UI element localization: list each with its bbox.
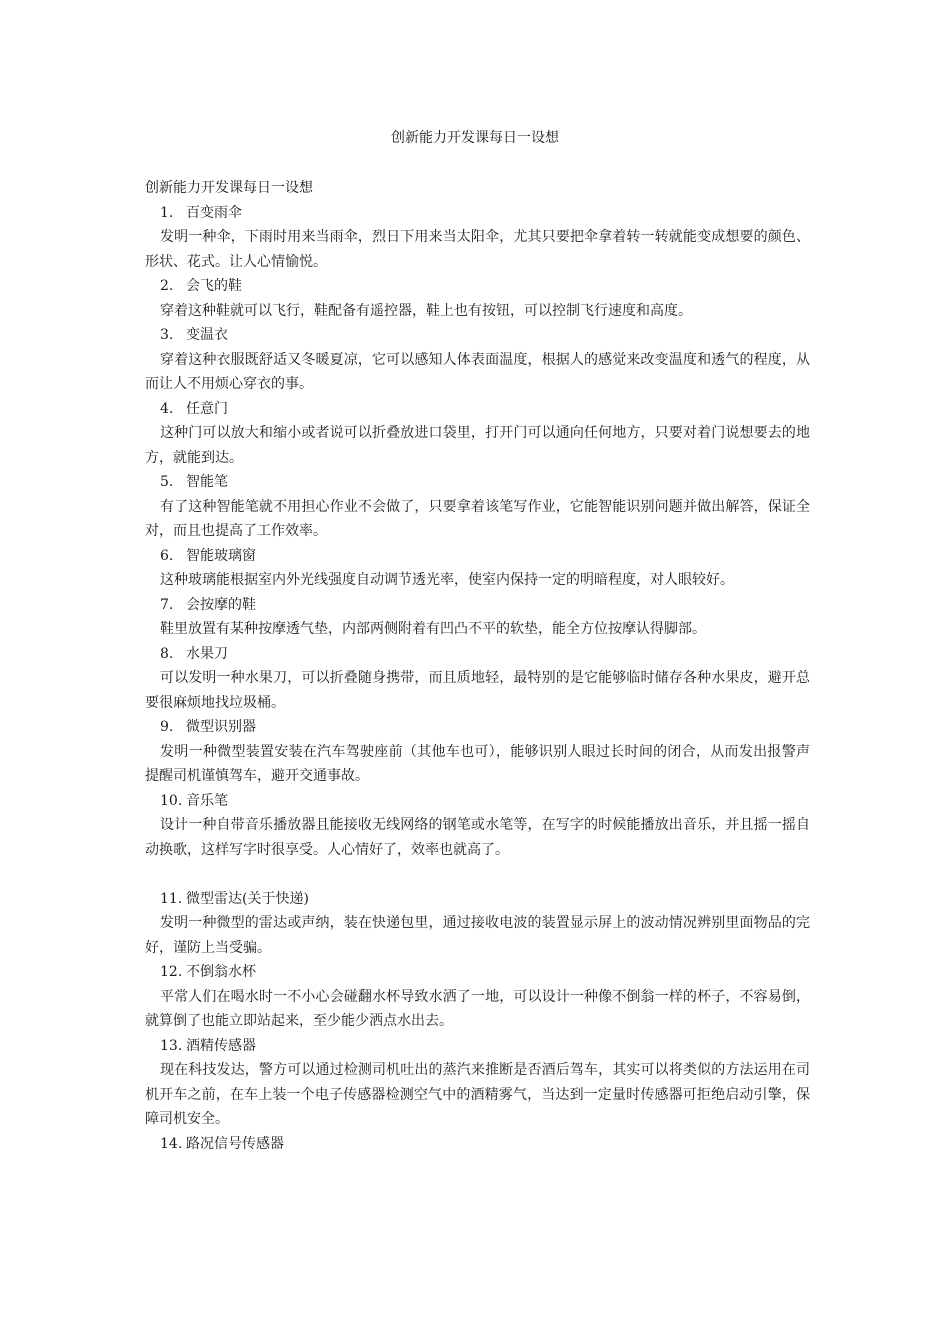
document-title: 创新能力开发课每日一设想 (391, 130, 559, 146)
idea-description: 发明一种伞，下雨时用来当雨伞，烈日下用来当太阳伞，尤其只要把伞拿着转一转就能变成想要的颜色、形状、花式。让人心情愉悦。 (145, 229, 810, 270)
idea-title: 任意门 (186, 400, 228, 417)
idea-item (145, 715, 810, 789)
idea-number: 5. (160, 474, 174, 490)
idea-title: 变温衣 (186, 327, 228, 343)
idea-item (145, 960, 810, 1034)
idea-description: 设计一种自带音乐播放器且能接收无线网络的钢笔或水笔等，在写字的时候能播放出音乐，并且摇一摇自动换歌，这样写字时很享受。人心情好了，效率也就高了。 (145, 817, 810, 858)
idea-title: 百变雨伞 (186, 204, 242, 221)
idea-heading (145, 201, 810, 226)
document-body (145, 176, 810, 1156)
idea-item (145, 1034, 810, 1132)
idea-list (145, 201, 810, 1157)
idea-number: 3. (160, 327, 174, 343)
idea-description: 有了这种智能笔就不用担心作业不会做了，只要拿着该笔写作业，它能智能识别问题并做出解答，保证全对，而且也提高了工作效率。 (145, 498, 810, 539)
section-spacer (145, 862, 810, 887)
idea-heading (145, 789, 810, 814)
idea-description: 发明一种微型装置安装在汽车驾驶座前（其他车也可），能够识别人眼过长时间的闭合，从而发出报警声提醒司机谨慎驾车，避开交通事故。 (145, 743, 810, 784)
idea-description: 鞋里放置有某种按摩透气垫，内部两侧附着有凹凸不平的软垫，能全方位按摩认得脚部。 (160, 621, 706, 637)
idea-item (145, 397, 810, 471)
document-subtitle: 创新能力开发课每日一设想 (145, 180, 313, 196)
idea-description: 这种玻璃能根据室内外光线强度自动调节透光率，使室内保持一定的明暗程度，对人眼较好。 (160, 572, 734, 588)
idea-number: 4. (160, 400, 174, 417)
idea-number: 1. (160, 204, 174, 221)
idea-title: 不倒翁水杯 (186, 964, 256, 980)
idea-heading (145, 544, 810, 569)
idea-item (145, 789, 810, 863)
idea-description: 这种门可以放大和缩小或者说可以折叠放进口袋里，打开门可以通向任何地方，只要对着门说想要去的地方，就能到达。 (145, 425, 810, 466)
idea-item (145, 544, 810, 593)
idea-description: 平常人们在喝水时一不小心会碰翻水杯导致水洒了一地，可以设计一种像不倒翁一样的杯子，不容易倒，就算倒了也能立即站起来，至少能少洒点水出去。 (145, 988, 810, 1029)
idea-number: 9. (160, 719, 174, 735)
idea-number: 2. (160, 278, 174, 294)
idea-heading (145, 397, 810, 422)
idea-number: 13. (160, 1037, 183, 1054)
idea-item (145, 201, 810, 275)
idea-number: 11. (160, 890, 183, 907)
idea-description: 发明一种微型的雷达或声纳，装在快递包里，通过接收电波的装置显示屏上的波动情况辨别里面物品的完好，谨防上当受骗。 (145, 915, 810, 956)
idea-number: 12. (160, 964, 183, 980)
idea-item (145, 470, 810, 544)
idea-item (145, 1132, 810, 1157)
idea-title: 路况信号传感器 (186, 1135, 284, 1152)
idea-description: 可以发明一种水果刀，可以折叠随身携带，而且质地轻，最特别的是它能够临时储存各种水果皮，避开总要很麻烦地找垃圾桶。 (145, 670, 810, 711)
idea-heading (145, 1034, 810, 1059)
idea-heading (145, 323, 810, 348)
idea-title: 智能玻璃窗 (186, 547, 256, 564)
idea-title: 水果刀 (186, 645, 228, 662)
idea-title: 微型雷达(关于快递) (186, 890, 309, 907)
idea-heading (145, 960, 810, 985)
idea-heading (145, 887, 810, 912)
idea-title: 酒精传感器 (186, 1037, 256, 1054)
idea-item (145, 274, 810, 323)
idea-heading (145, 470, 810, 495)
idea-heading (145, 274, 810, 299)
idea-number: 8. (160, 645, 174, 662)
idea-description: 穿着这种鞋就可以飞行，鞋配备有遥控器，鞋上也有按钮，可以控制飞行速度和高度。 (160, 302, 692, 319)
idea-item (145, 887, 810, 961)
idea-title: 会飞的鞋 (186, 278, 242, 294)
idea-description: 穿着这种衣服既舒适又冬暖夏凉，它可以感知人体表面温度，根据人的感觉来改变温度和透气的程度，从而让人不用烦心穿衣的事。 (145, 351, 810, 392)
idea-number: 7. (160, 596, 174, 613)
idea-title: 智能笔 (186, 474, 228, 490)
idea-title: 会按摩的鞋 (186, 596, 256, 613)
idea-title: 微型识别器 (186, 719, 256, 735)
idea-number: 6. (160, 547, 174, 564)
idea-heading (145, 642, 810, 667)
idea-heading (145, 593, 810, 618)
idea-title: 音乐笔 (186, 792, 228, 809)
idea-number: 10. (160, 792, 183, 809)
idea-item (145, 593, 810, 642)
idea-number: 14. (160, 1135, 183, 1152)
idea-heading (145, 1132, 810, 1157)
idea-item (145, 323, 810, 397)
idea-description: 现在科技发达，警方可以通过检测司机吐出的蒸汽来推断是否酒后驾车，其实可以将类似的方法运用在司机开车之前，在车上装一个电子传感器检测空气中的酒精雾气，当达到一定量时传感器可拒绝启动引擎，保障司机安全。 (145, 1062, 810, 1127)
idea-item (145, 642, 810, 716)
idea-heading (145, 715, 810, 740)
